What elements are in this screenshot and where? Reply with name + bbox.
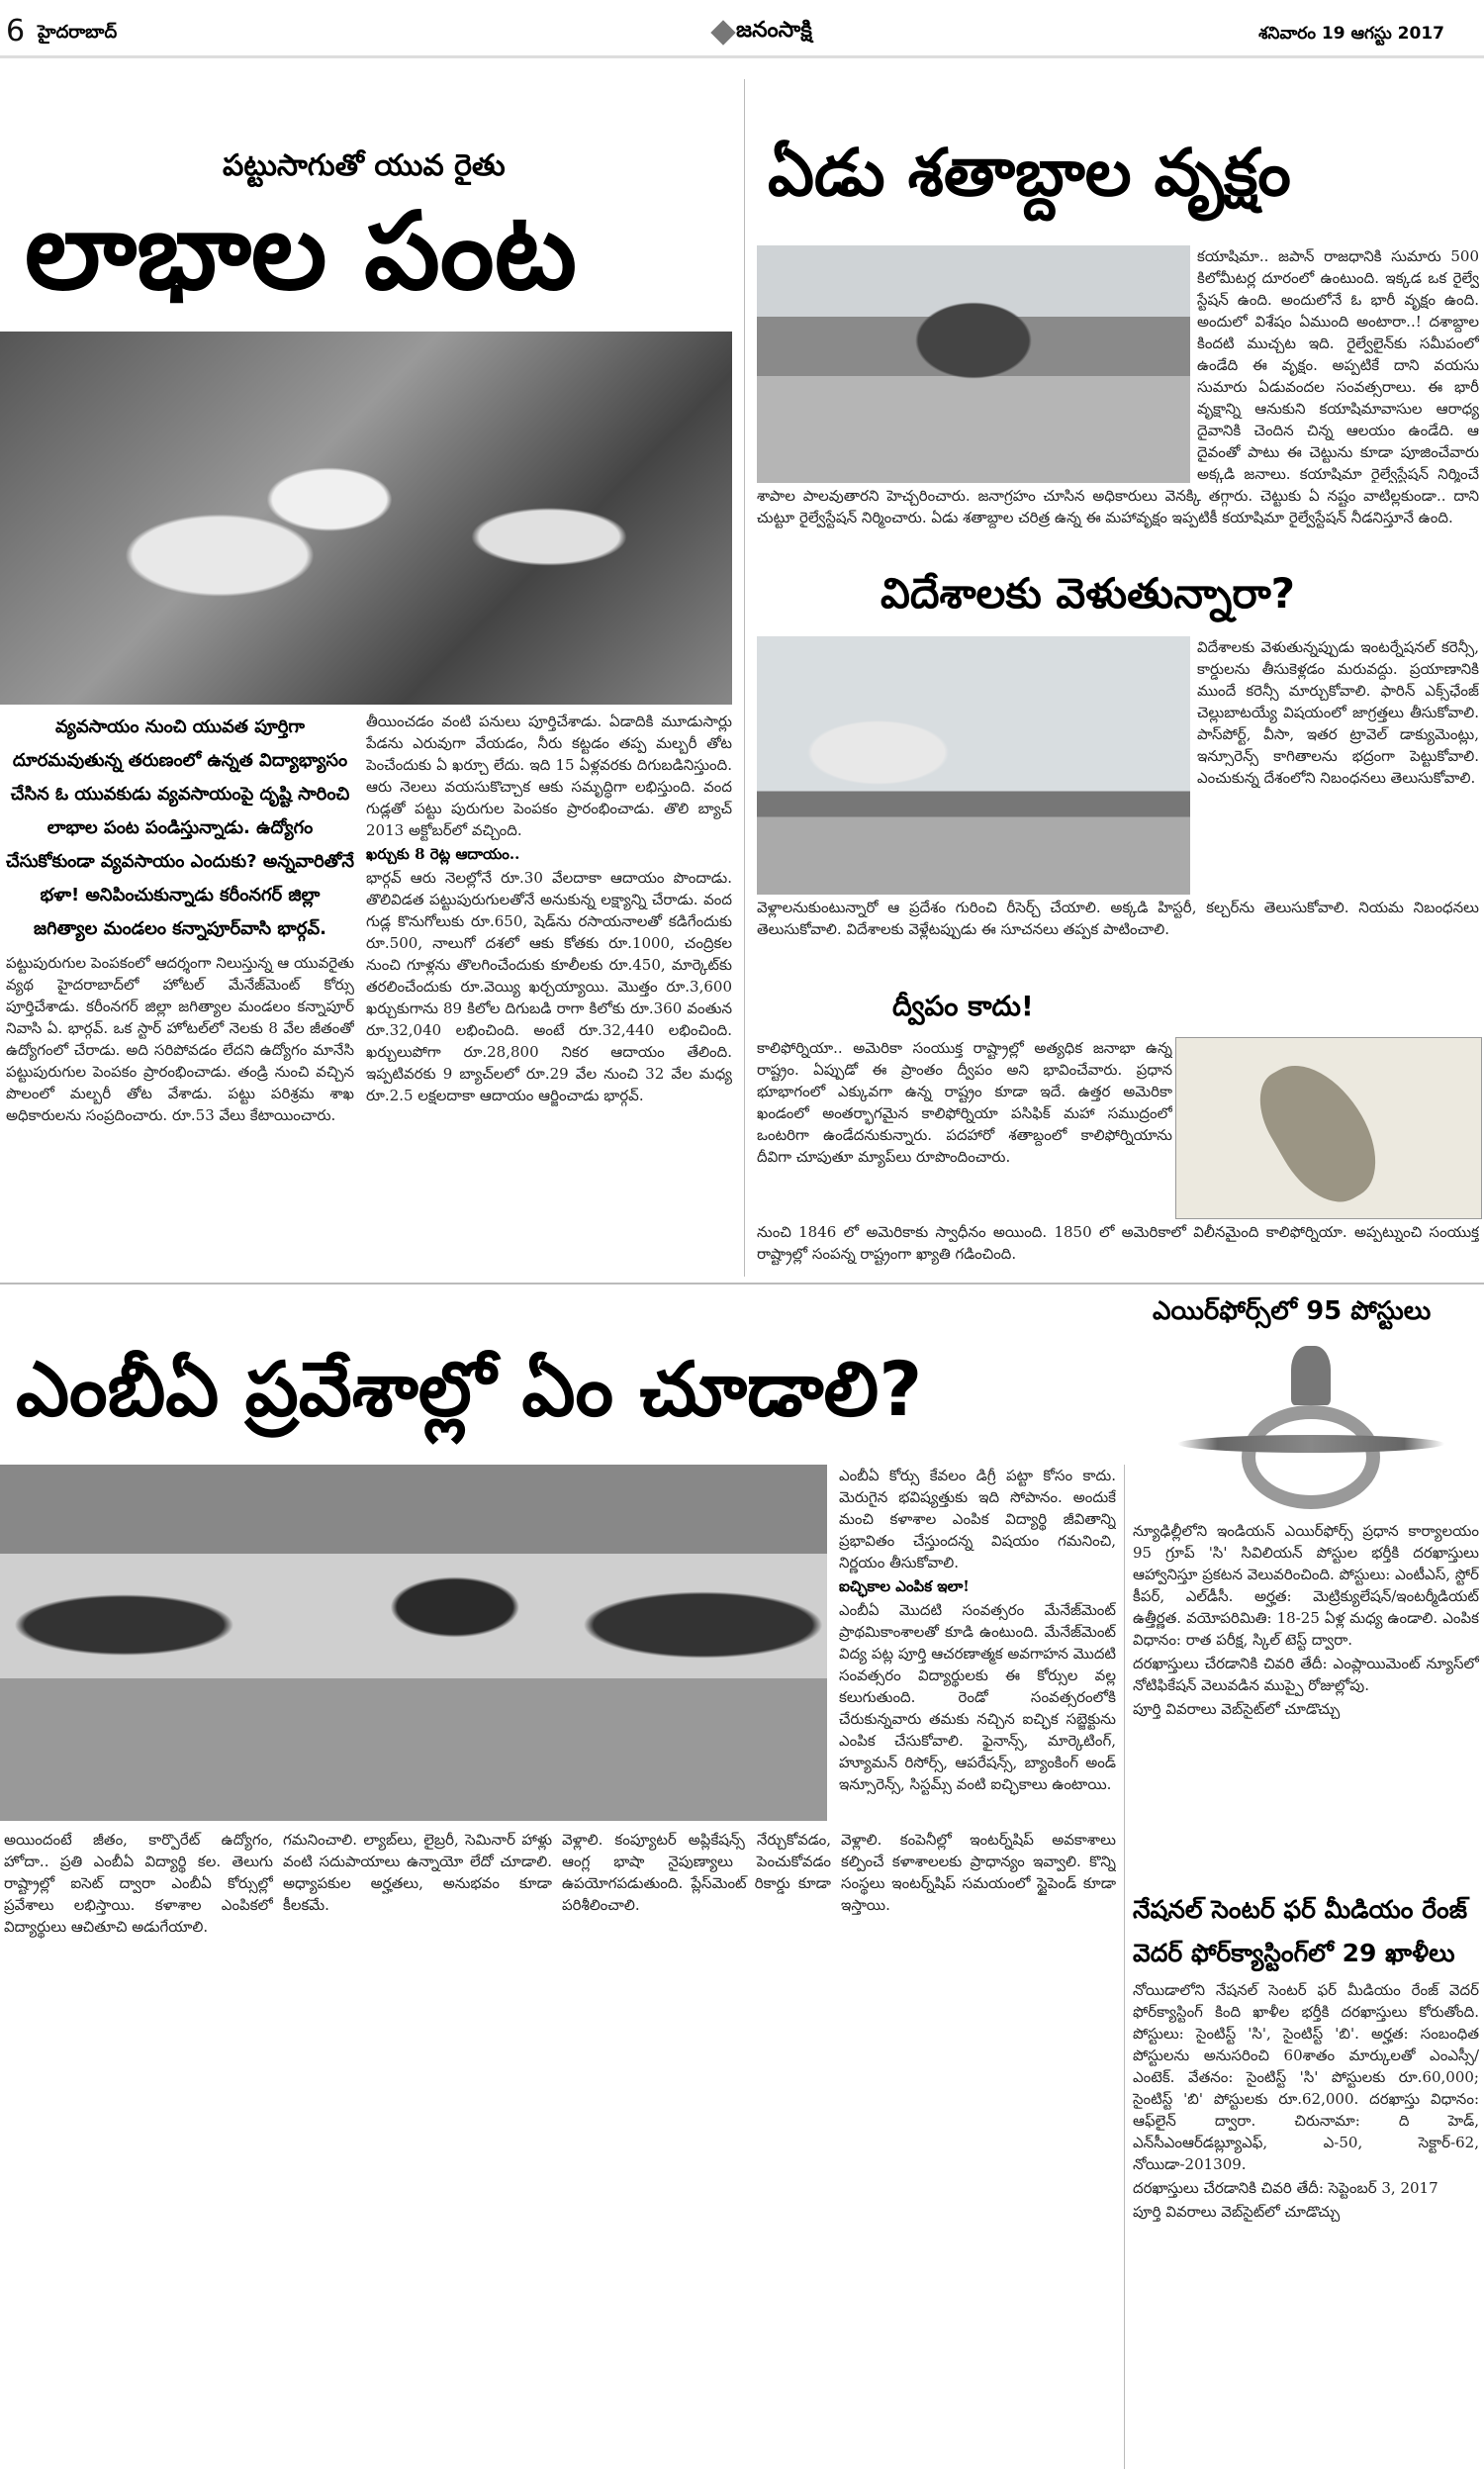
abroad-title: విదేశాలకు వెళుతున్నారా? bbox=[881, 569, 1296, 618]
abroad-tail: వెళ్లాలనుకుంటున్నారో ఆ ప్రదేశం గురించి రీసెర్చ్ చేయాలి. అక్కడి హిస్టరీ, కల్చర్‌ను తెలుసుకోవాలి. నియమ నిబంధనలు తెలుసుకోవాలి. విదేశాలకు వెళ్లేటప్పుడు ఈ సూచనలు తప్పక పాటించాలి. bbox=[757, 899, 1479, 938]
section-name: హైదరాబాద్ bbox=[38, 22, 118, 43]
column-divider bbox=[744, 79, 745, 1277]
airforce-more: పూర్తి వివరాలు వెబ్‌సైట్‌లో చూడొచ్చు bbox=[1133, 1700, 1341, 1718]
header-divider bbox=[0, 55, 1484, 58]
section-divider bbox=[0, 1283, 1484, 1285]
ncmrwf-deadline: దరఖాస్తులు చేరడానికి చివరి తేదీ: సెప్టెంబర్ 3, 2017 bbox=[1133, 2179, 1438, 2197]
island-shape bbox=[1245, 1046, 1396, 1219]
issue-date: శనివారం 19 ఆగస్టు 2017 bbox=[1258, 24, 1444, 44]
travel-photo bbox=[757, 636, 1190, 895]
island-title: ద్వీపం కాదు! bbox=[892, 990, 1034, 1022]
silkworm-photo bbox=[0, 332, 732, 705]
mba-side-text: ఎంబీఏ మొదటి సంవత్సరం మేనేజ్‌మెంట్ ప్రాథమికాంశాలతో కూడి ఉంటుంది. మేనేజ్‌మెంట్ విద్య పట్ల పూర్తి ఆచరణాత్మక అవగాహన మొదటి సంవత్సరం విద్యార్థులకు ఈ కోర్సుల వల్ల కలుగుతుంది. రెండో సంవత్సరంలోకి చేరుకున్నవారు తమకు నచ్చిన ఐచ్ఛిక సబ్జెక్టును ఎంపిక చేసుకోవాలి. ఫైనాన్స్, మార్కెటింగ్, హ్యూమన్ రిసోర్స్, ఆపరేషన్స్, బ్యాంకింగ్ అండ్ ఇన్సూరెన్స్, సిస్టమ్స్ వంటి ఐచ్ఛికాలు ఉంటాయి. bbox=[839, 1601, 1116, 1793]
tree-title: ఏడు శతాబ్దాల వృక్షం bbox=[768, 135, 1291, 211]
logo-icon bbox=[710, 20, 735, 45]
mba-subheading: ఐచ్ఛికాల ఎంపిక ఇలా! bbox=[839, 1577, 970, 1595]
abroad-body: విదేశాలకు వెళుతున్నప్పుడు ఇంటర్నేషనల్ కరెన్సీ, కార్డులను తీసుకెళ్లడం మరువద్దు. ప్రయాణానికి ముందే కరెన్సీ మార్చుకోవాలి. ఫారిన్ ఎక్స్‌ఛేంజ్ చెల్లుబాటయ్యే విషయంలో జాగ్రత్తలు తీసుకోవాలి. పాస్‌పోర్ట్, వీసా, ఇతర ట్రావెల్ డాక్యుమెంట్లు, ఇన్సూరెన్స్ కాగితాలను భద్రంగా పెట్టుకోవాలి. ఎంచుకున్న దేశంలోని నిబంధనలు తెలుసుకోవాలి. bbox=[1197, 638, 1479, 787]
silk-title: లాభాల పంట bbox=[25, 190, 577, 314]
airforce-body bbox=[1133, 1520, 1479, 1886]
mba-col-1: అయిందంటే జీతం, కార్పొరేట్ ఉద్యోగం, హోదా.. ప్రతి ఎంబీఏ విద్యార్థి కల. తెలుగు రాష్ట్రాల్లో ఐసెట్ ద్వారా ఎంబీఏ కోర్సుల్లో ప్రవేశాలు లభిస్తాయి. కళాశాల ఎంపికలో విద్యార్థులు ఆచితూచి అడుగేయాలి. bbox=[4, 1831, 273, 1936]
mba-intro: ఎంబీఏ కోర్సు కేవలం డిగ్రీ పట్టా కోసం కాదు. మెరుగైన భవిష్యత్తుకు ఇది సోపానం. అందుకే మంచి కళాశాల ఎంపిక విద్యార్థి జీవితాన్ని ప్రభావితం చేస్తుందన్న విషయం గమనించి, నిర్ణయం తీసుకోవాలి. bbox=[839, 1467, 1116, 1571]
airforce-text: న్యూఢిల్లీలోని ఇండియన్ ఎయిర్‌ఫోర్స్ ప్రధాన కార్యాలయం 95 గ్రూప్ 'సి' సివిలియన్ పోస్టుల భర్తీకి దరఖాస్తులు ఆహ్వానిస్తూ ప్రకటన వెలువరించింది. పోస్టులు: ఎంటీఎస్, స్టోర్ కీపర్, ఎల్‌డీసీ. అర్హత: మెట్రిక్యులేషన్/ఇంటర్మీడియట్ ఉత్తీర్ణత. వయోపరిమితి: 18-25 ఏళ్ల మధ్య ఉండాలి. ఎంపిక విధానం: రాత పరీక్ష, స్కిల్ టెస్ట్ ద్వారా. bbox=[1133, 1522, 1479, 1649]
airforce-deadline: దరఖాస్తులు చేరడానికి చివరి తేదీ: ఎంప్లాయిమెంట్ న్యూస్‌లో నోటిఫికేషన్ వెలువడిన ముప్పై రోజుల్లోపు. bbox=[1133, 1655, 1479, 1694]
tree-body: కయాషిమా.. జపాన్ రాజధానికి సుమారు 500 కిలోమీటర్ల దూరంలో ఉంటుంది. ఇక్కడ ఒక రైల్వే స్టేషన్ ఉంది. అందులోనే ఓ భారీ వృక్షం ఉంది. అందులో విశేషం ఏముంది అంటారా..! దశాబ్దాల కిందటి ముచ్చట ఇది. రైల్వేలైన్‌కు సమీపంలో ఉండేది ఈ వృక్షం. అప్పటికే దాని వయసు సుమారు ఏడువందల సంవత్సరాలు. ఈ భారీ వృక్షాన్ని ఆనుకుని కయాషిమావాసుల ఆరాధ్య దైవానికి చెందిన చిన్న ఆలయం ఉండేది. ఆ దైవంతో పాటు ఈ చెట్టును కూడా పూజించేవారు అక్కడి జనాలు. కయాషిమా రైల్వేస్టేషన్ నిర్మించే bbox=[1197, 247, 1479, 483]
emblem-ring bbox=[1242, 1405, 1380, 1509]
silk-col2-text-2: భార్గవ్ ఆరు నెలల్లోనే రూ.30 వేలదాకా ఆదాయం పొందాడు. తొలివిడత పట్టుపురుగులతోనే అనుకున్న లక్ష్యాన్ని చేరాడు. వంద గుడ్ల కొనుగోలుకు రూ.650, షెడ్‌ను రసాయనాలతో కడిగేందుకు రూ.500, నాలుగో దశలో ఆకు కోతకు రూ.1000, చంద్రికల నుంచి గూళ్లను తొలగించేందుకు కూలీలకు రూ.450, మార్కెట్‌కు తరలించేందుకు రూ.వెయ్యి ఖర్చయ్యాయి. మొత్తం రూ.3,600 ఖర్చుకుగాను 89 కిలోల దిగుబడి రాగా కిలోకు రూ.360 వంతున రూ.32,040 లభించింది. అంటే రూ.32,440 లభించింది. ఖర్చులుపోగా రూ.28,800 నికర ఆదాయం తేలింది. ఇప్పటివరకు 9 బ్యాచ్‌లలో రూ.29 వేల నుంచి 32 వేల మధ్య రూ.2.5 లక్షలదాకా ఆదాయం ఆర్జించాడు భార్గవ్. bbox=[366, 869, 732, 1104]
mba-title: ఎంబీఏ ప్రవేశాల్లో ఏం చూడాలి? bbox=[16, 1345, 923, 1433]
ncmrwf-body bbox=[1133, 1979, 1479, 2470]
california-map bbox=[1175, 1037, 1482, 1219]
mba-col-4: వెళ్లాలి. కంపెనీల్లో ఇంటర్న్‌షిప్ అవకాశాలు కల్పించే కళాశాలలకు ప్రాధాన్యం ఇవ్వాలి. కొన్ని సంస్థలు ఇంటర్న్‌షిప్ సమయంలో స్టైపెండ్ కూడా ఇస్తాయి. bbox=[841, 1831, 1116, 1914]
airforce-title: ఎయిర్‌ఫోర్స్‌లో 95 పోస్టులు bbox=[1153, 1296, 1432, 1326]
masthead-logo bbox=[714, 18, 812, 48]
mba-col-3: వెళ్లాలి. కంప్యూటర్ అప్లికేషన్స్ నేర్చుకోవడం, ఆంగ్ల భాషా నైపుణ్యాలు పెంచుకోవడం ఉపయోగపడుతుంది. ప్లేస్‌మెంట్ రికార్డు కూడా పరిశీలించాలి. bbox=[562, 1831, 831, 1914]
tree-tail: శాపాల పాలవుతారని హెచ్చరించారు. జనాగ్రహం చూసిన అధికారులు వెనక్కి తగ్గారు. చెట్టుకు ఏ నష్టం వాటిల్లకుండా.. దాని చుట్టూ రైల్వేస్టేషన్ నిర్మించారు. ఏడు శతాబ్దాల చరిత్ర ఉన్న ఈ మహావృక్షం ఇప్పటికీ కయాషిమా రైల్వేస్టేషన్ నీడనిస్తూనే ఉంది. bbox=[757, 487, 1479, 526]
ashoka-emblem-icon bbox=[1291, 1346, 1331, 1405]
ncmrwf-text: నోయిడాలోని నేషనల్ సెంటర్ ఫర్ మీడియం రేంజ్ వెదర్ ఫోర్‌క్యాస్టింగ్ కింది ఖాళీల భర్తీకి దరఖాస్తులు కోరుతోంది. పోస్టులు: సైంటిస్ట్ 'సి', సైంటిస్ట్ 'బి'. అర్హత: సంబంధిత పోస్టులను అనుసరించి 60శాతం మార్కులతో ఎంఎస్సీ/ఎంటెక్. వేతనం: సైంటిస్ట్ 'సి' పోస్టులకు రూ.60,000; సైంటిస్ట్ 'బి' పోస్టులకు రూ.62,000. దరఖాస్తు విధానం: ఆఫ్‌లైన్ ద్వారా. చిరునామా: ది హెడ్, ఎన్‌సీఎంఆర్‌డబ్ల్యూఎఫ్, ఎ-50, సెక్టార్-62, నోయిడా-201309. bbox=[1133, 1981, 1479, 2173]
page-number: 6 bbox=[6, 14, 26, 48]
silk-col2-text: తీయించడం వంటి పనులు పూర్తిచేశాడు. ఏడాదికి మూడుసార్లు పేడను ఎరువుగా వేయడం, నీరు కట్టడం తప్ప మల్బరీ తోట పెంచేందుకు ఏ ఖర్చూ లేదు. ఇది 15 ఏళ్లవరకు దిగుబడినిస్తుంది. ఆరు నెలలు వయసుకొచ్చాక ఆకు సమృద్ధిగా లభిస్తుంది. వంద గుడ్లతో పట్టు పురుగుల పెంపకం ప్రారంభించాడు. తొలి బ్యాచ్ 2013 అక్టోబర్‌లో వచ్చింది. bbox=[366, 713, 732, 839]
silk-subheading: ఖర్చుకు 8 రెట్ల ఆదాయం.. bbox=[366, 845, 520, 863]
ncmrwf-more: పూర్తి వివరాలు వెబ్‌సైట్‌లో చూడొచ్చు bbox=[1133, 2203, 1341, 2221]
island-body: కాలిఫోర్నియా.. అమెరికా సంయుక్త రాష్ట్రాల్లో అత్యధిక జనాభా ఉన్న రాష్ట్రం. ఏప్పుడో ఈ ప్రాంతం ద్వీపం అని భావించేవారు. ప్రధాన భూభాగంలో ఎక్కువగా ఉన్న రాష్ట్రం కూడా ఇదే. ఉత్తర అమెరికా ఖండంలో అంతర్భాగమైన కాలిఫోర్నియా పసిఫిక్ మహా సముద్రంలో ఒంటరిగా ఉండేదనుకున్నారు. పదహారో శతాబ్దంలో కాలిఫోర్నియాను దీవిగా చూపుతూ మ్యాప్‌లు రూపొందించారు. bbox=[757, 1039, 1172, 1166]
right-column-divider bbox=[1124, 1465, 1125, 2469]
students-photo bbox=[0, 1465, 827, 1821]
airforce-emblem bbox=[1177, 1346, 1444, 1514]
ncmrwf-title: నేషనల్ సెంటర్ ఫర్ మీడియం రేంజ్ వెదర్ ఫోర్‌క్యాస్టింగ్‌లో 29 ఖాళీలు bbox=[1133, 1895, 1467, 1967]
masthead-title: జనంసాక్షి bbox=[736, 18, 812, 43]
island-tail: నుంచి 1846 లో అమెరికాకు స్వాధీనం అయింది. 1850 లో అమెరికాలో విలీనమైంది కాలిఫోర్నియా. అప్పట్నుంచి సంయుక్త రాష్ట్రాల్లో సంపన్న రాష్ట్రంగా ఖ్యాతి గడించింది. bbox=[757, 1223, 1479, 1263]
railway-tree-photo bbox=[757, 245, 1190, 483]
silk-col2 bbox=[366, 711, 732, 1275]
silk-intro: వ్యవసాయం నుంచి యువత పూర్తిగా దూరమవుతున్న తరుణంలో ఉన్నత విద్యాభ్యాసం చేసిన ఓ యువకుడు వ్యవసాయంపై దృష్టి సారించి లాభాల పంట పండిస్తున్నాడు. ఉద్యోగం చేసుకోకుండా వ్యవసాయం ఎందుకు? అన్నవారితోనే భళా! అనిపించుకున్నాడు కరీంనగర్ జిల్లా జగిత్యాల మండలం కన్నాపూర్‌వాసి భార్గవ్. bbox=[6, 716, 354, 939]
wings-icon bbox=[1177, 1435, 1444, 1453]
mba-col-2: గమనించాలి. ల్యాబ్‌లు, లైబ్రరీ, సెమినార్ హాళ్లు వంటి సదుపాయాలు ఉన్నాయో లేదో చూడాలి. అధ్యాపకుల అర్హతలు, అనుభవం కూడా కీలకమే. bbox=[283, 1831, 552, 1914]
silk-kicker: పట్టుసాగుతో యువ రైతు bbox=[223, 148, 506, 183]
silk-col1: పట్టుపురుగుల పెంపకంలో ఆదర్శంగా నిలుస్తున్న ఆ యువరైతు వ్యథ హైదరాబాద్‌లో హోటల్ మేనేజ్‌మెంట్ కోర్సు పూర్తిచేశాడు. కరీంనగర్ జిల్లా జగిత్యాల మండలం కన్నాపూర్ నివాసి ఏ. భార్గవ్. ఒక స్టార్ హోటల్‌లో నెలకు 8 వేల జీతంతో ఉద్యోగంలో చేరాడు. అది సరిపోవడం లేదని ఉద్యోగం మానేసి పట్టుపురుగుల పెంపకం ప్రారంభించాడు. తండ్రి నుంచి వచ్చిన పొలంలో మల్బరీ తోట వేశాడు. పట్టు పరిశ్రమ శాఖ అధికారులను సంప్రదించారు. రూ.53 వేలు కేటాయించారు. bbox=[6, 954, 354, 1124]
mba-side bbox=[839, 1465, 1116, 1821]
